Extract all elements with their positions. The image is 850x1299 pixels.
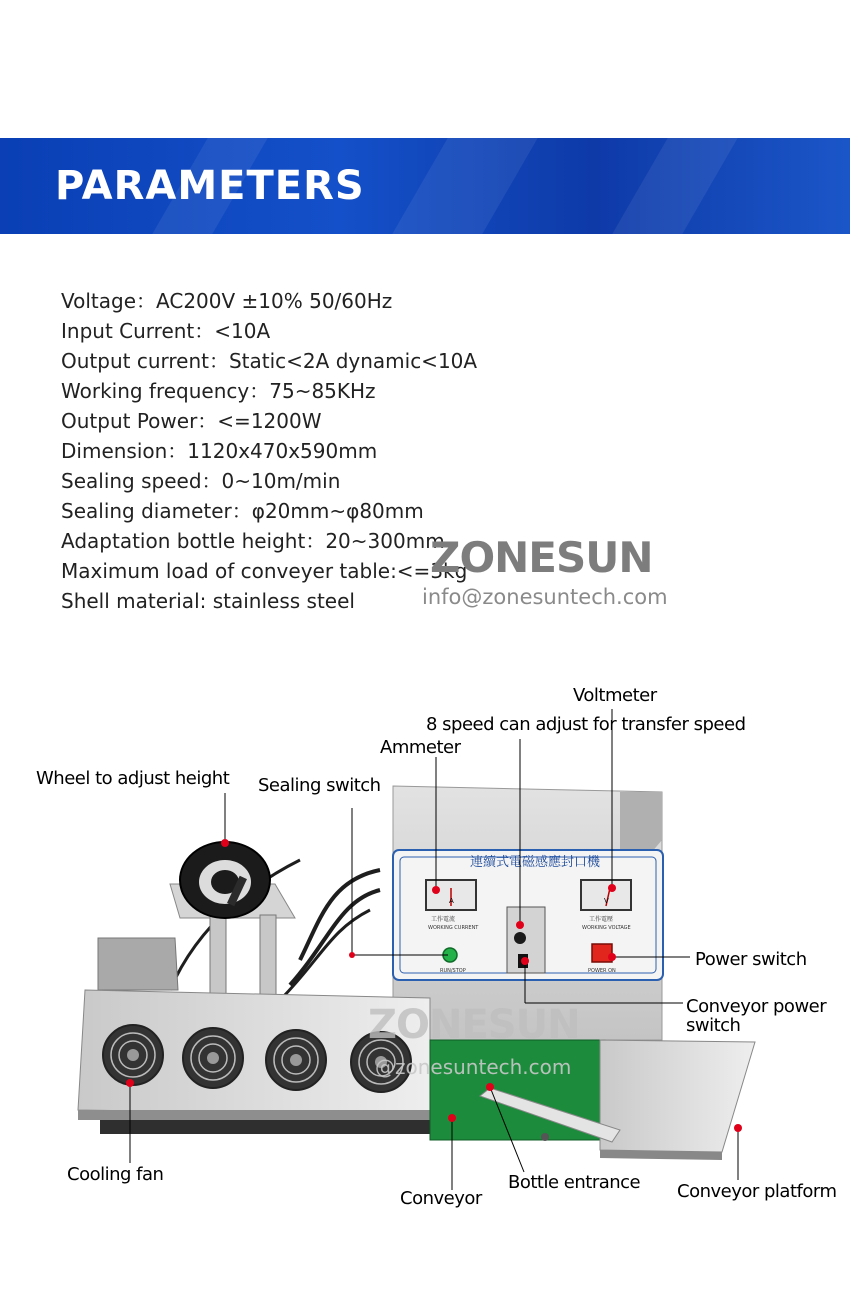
label-cooling-fan: Cooling fan <box>67 1164 164 1185</box>
param-working-frequency: Working frequency：75~85KHz <box>61 379 376 403</box>
guide-bolt <box>541 1133 549 1141</box>
watermark-brand-overlay: ZONESUN <box>368 1002 580 1048</box>
support-column <box>260 915 276 1005</box>
watermark-email: info@zonesuntech.com <box>422 585 668 609</box>
working-voltage-en: WORKING VOLTAGE <box>582 925 631 931</box>
cooling-fan <box>183 1028 243 1088</box>
panel-title: 連續式電磁感應封口機 <box>470 855 601 870</box>
label-sealing-switch: Sealing switch <box>258 775 381 796</box>
voltmeter-unit: V <box>604 897 609 905</box>
housing-base <box>78 1110 433 1120</box>
label-ammeter: Ammeter <box>380 737 461 758</box>
power-on-label: POWER ON <box>588 968 616 974</box>
label-conveyor: Conveyor <box>400 1188 482 1209</box>
param-output-power: Output Power：<=1200W <box>61 409 322 433</box>
label-height-wheel: Wheel to adjust height <box>36 768 230 789</box>
label-speed-adjust: 8 speed can adjust for transfer speed <box>426 714 746 735</box>
label-conveyor-power-1: Conveyor power <box>686 996 827 1017</box>
param-sealing-speed: Sealing speed：0~10m/min <box>61 469 341 493</box>
cooling-fan <box>103 1025 163 1085</box>
param-shell-material: Shell material: stainless steel <box>61 589 355 613</box>
param-dimension: Dimension：1120x470x590mm <box>61 439 378 463</box>
param-voltage: Voltage：AC200V ±10% 50/60Hz <box>61 289 393 313</box>
working-voltage-cn: 工作電壓 <box>589 916 614 923</box>
watermark-brand: ZONESUN <box>430 533 653 582</box>
param-max-load: Maximum load of conveyer table:<=3kg <box>61 559 468 583</box>
label-conveyor-power-2: switch <box>686 1015 741 1036</box>
label-power-switch: Power switch <box>695 949 807 970</box>
working-current-en: WORKING CURRENT <box>428 925 479 931</box>
param-sealing-diameter: Sealing diameter：φ20mm~φ80mm <box>61 499 424 523</box>
param-input-current: Input Current：<10A <box>61 319 271 343</box>
cooling-fan <box>266 1030 326 1090</box>
conveyor-platform <box>600 1040 755 1152</box>
ammeter-unit: A <box>449 897 454 905</box>
conveyor-belt-rail <box>100 1120 430 1134</box>
param-bottle-height: Adaptation bottle height：20~300mm <box>61 529 445 553</box>
label-voltmeter: Voltmeter <box>573 685 657 706</box>
banner-title: PARAMETERS <box>55 163 365 209</box>
working-current-cn: 工作電流 <box>431 916 456 923</box>
support-column <box>210 915 226 1005</box>
watermark-email-overlay: @zonesuntech.com <box>375 1055 572 1079</box>
label-conveyor-platform: Conveyor platform <box>677 1181 837 1202</box>
param-output-current: Output current：Static<2A dynamic<10A <box>61 349 478 373</box>
run-stop-label: RUN/STOP <box>440 968 466 974</box>
speed-knob[interactable] <box>514 932 526 944</box>
housing-top <box>98 938 178 990</box>
label-bottle-entrance: Bottle entrance <box>508 1172 641 1193</box>
